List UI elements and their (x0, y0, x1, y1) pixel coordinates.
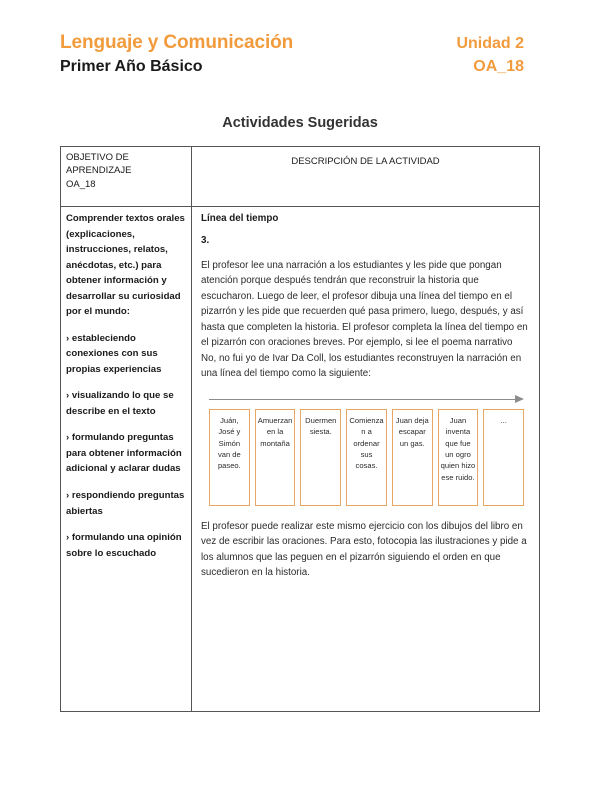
oa-code-label: OA_18 (473, 58, 524, 75)
table-header-objective (61, 147, 192, 206)
activity-paragraph-2: El profesor puede realizar este mismo ejercicio con los dibujos del libro en vez de escribir las oraciones. Para esto, fotocopia las ilustraciones y pide a los alumnos que las peguen en el pizarrón siguiendo el orden en que sucedieron en la historia. (201, 520, 527, 579)
objective-bullet-3: › formulando preguntas para obtener información adicional y aclarar dudas (66, 432, 182, 475)
timeline-diagram (201, 395, 530, 506)
objective-header-line2: APRENDIZAJE (66, 165, 132, 177)
objective-bullet-4: › respondiendo preguntas abiertas (66, 489, 185, 517)
section-title: Actividades Sugeridas (222, 115, 378, 131)
objective-header-line1: OBJETIVO DE (66, 152, 129, 163)
table-header-description (192, 147, 539, 206)
table-body-row (61, 207, 539, 711)
table-header-row (61, 147, 539, 207)
timeline-box-list (209, 409, 524, 506)
objective-bullet-5: › formulando una opinión sobre lo escuchado (66, 532, 182, 559)
objective-cell (61, 207, 192, 711)
grade-title: Primer Año Básico (60, 58, 203, 75)
timeline-box-6: Juan inventa que fue un ogro quien hizo ese ruido. (438, 409, 479, 506)
timeline-box-5: Juan deja escapar un gas. (392, 409, 433, 506)
page-header (60, 32, 540, 84)
timeline-box-3: Duermen siesta. (300, 409, 341, 506)
activity-table (60, 146, 540, 712)
objective-header-line3: OA_18 (66, 178, 96, 190)
objective-bullet-1: › estableciendo conexiones con sus propias experiencias (66, 332, 162, 375)
activity-subtitle: Línea del tiempo (201, 213, 279, 224)
timeline-box-4: Comienzan a ordenar sus cosas. (346, 409, 387, 506)
objective-intro-text: Comprender textos orales (explicaciones, instrucciones, relatos, anécdotas, etc.) para obtener información y desarrollar su curiosidad por el mundo: (66, 213, 185, 318)
description-cell (192, 207, 539, 711)
objective-bullet-2: › visualizando lo que se describe en el texto (66, 390, 174, 417)
timeline-box-2: Amuerzan en la montaña (255, 409, 296, 506)
arrow-right-icon (209, 395, 524, 405)
timeline-box-1: Juán, José y Simón van de paseo. (209, 409, 250, 506)
unit-label: Unidad 2 (456, 35, 524, 52)
activity-paragraph-1: El profesor lee una narración a los estudiantes y les pide que pongan atención porque después tendrán que reconstruir la historia que escucharon. Luego de leer, el profesor dibuja una línea del tiempo en el pizarrón y les pide que recuerden qué pasa primero, luego, después, y así hasta que completen la historia. El profesor completa la línea del tiempo en el pizarrón con oraciones breves. Por ejemplo, si lee el poema narrativo No, no fui yo de Ivar Da Coll, los estudiantes reconstruyen la narración en una línea del tiempo como la siguiente: (201, 260, 528, 380)
course-title: Lenguaje y Comunicación (60, 32, 294, 53)
timeline-box-7: ... (483, 409, 524, 506)
activity-number: 3. (201, 235, 210, 246)
description-header-label: DESCRIPCIÓN DE LA ACTIVIDAD (291, 156, 440, 167)
